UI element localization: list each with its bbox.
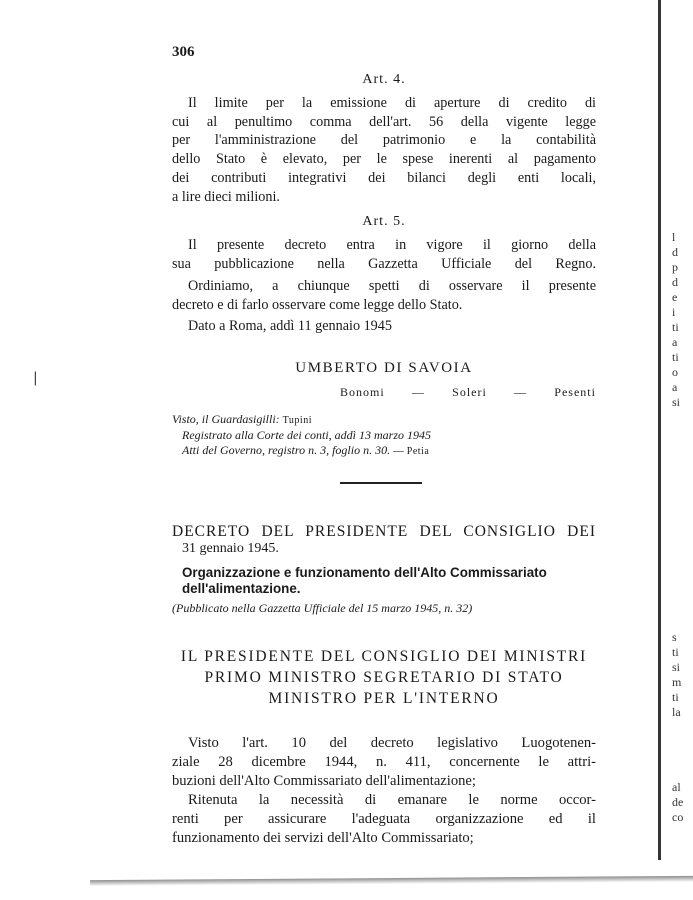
margin-fragment: p	[672, 260, 678, 274]
text-line: per l'amministrazione del patrimonio e la contabilità	[172, 132, 596, 149]
subject-line: dell'alimentazione.	[182, 581, 301, 596]
text-line: dei contributi integrativi dei bilanci degli enti locali,	[172, 169, 596, 186]
margin-fragment: a	[672, 335, 678, 349]
cosigners	[172, 385, 596, 400]
cosigner: Soleri	[452, 385, 487, 399]
text-line: Ordiniamo, a chiunque spetti di osservare il presente	[188, 278, 596, 295]
text-line: Visto l'art. 10 del decreto legislativo Luogotenen-	[188, 735, 596, 751]
dato-line	[172, 317, 596, 336]
text-line: cui al penultimo comma dell'art. 56 della vigente legge	[172, 113, 596, 130]
page-number: 306	[172, 44, 195, 60]
margin-fragment: de	[672, 795, 684, 809]
margin-fragment: ti	[672, 645, 679, 659]
margin-fragment: i	[672, 305, 676, 319]
signature-block	[172, 360, 596, 400]
article-5	[172, 214, 596, 336]
text-line: Il limite per la emissione di aperture di credito di	[188, 95, 596, 111]
article-4	[172, 72, 596, 206]
article-4-heading: Art. 4.	[362, 72, 406, 87]
subject-line: Organizzazione e funzionamento dell'Alto Commissariato	[182, 565, 547, 580]
registration-text: Registrato alla Corte dei conti, addì 13 marzo 1945	[182, 428, 431, 442]
guardasigilli-name: Tupini	[282, 415, 312, 426]
text-line: a lire dieci milioni.	[172, 188, 280, 205]
margin-fragment: ti	[672, 350, 679, 364]
dash: —	[411, 385, 425, 399]
registration-notes	[172, 412, 596, 459]
text-line: renti per assicurare l'adeguata organizzazione ed il	[172, 811, 596, 827]
margin-mark: |	[33, 370, 38, 386]
decree-title: DECRETO DEL PRESIDENTE DEL CONSIGLIO DEI	[172, 523, 596, 540]
heading-line: PRIMO MINISTRO SEGRETARIO DI STATO	[204, 669, 564, 686]
visto-line	[172, 412, 596, 428]
decree-header	[172, 522, 596, 616]
decree-preamble	[172, 734, 596, 848]
ordiniamo-text	[172, 277, 596, 314]
cosigner: Pesenti	[554, 385, 596, 399]
heading-line: MINISTRO PER L'INTERNO	[268, 690, 500, 707]
article-4-text	[172, 94, 596, 206]
text-line: funzionamento dei servizi dell'Alto Commissariato;	[172, 830, 474, 846]
decree-date: 31 gennaio 1945.	[182, 541, 279, 556]
text-line: decreto e di farlo osservare come legge dello Stato.	[172, 297, 463, 314]
margin-fragment: d	[672, 245, 678, 259]
dash: —	[514, 385, 528, 399]
adjacent-page-fragments	[672, 230, 693, 825]
king-signature: UMBERTO DI SAVOIA	[295, 360, 473, 376]
text-line: ziale 28 dicembre 1944, n. 411, concernente le attri-	[172, 754, 596, 770]
margin-fragment: s	[672, 630, 677, 644]
margin-fragment: co	[672, 810, 684, 824]
text-line: dello Stato è elevato, per le spese inerenti al pagamento	[172, 151, 596, 168]
text-line: sua pubblicazione nella Gazzetta Ufficiale del Regno.	[172, 255, 596, 272]
article-5-heading: Art. 5.	[362, 214, 406, 229]
registration-line	[172, 428, 596, 443]
cosigner: Bonomi	[340, 385, 385, 399]
registrar-name: Petia	[406, 446, 430, 457]
register-line	[172, 443, 596, 459]
binding-gutter-line	[658, 0, 661, 860]
publication-note: (Pubblicato nella Gazzetta Ufficiale del 15 marzo 1945, n. 32)	[172, 601, 473, 615]
margin-fragment: al	[672, 780, 681, 794]
margin-fragment: si	[672, 660, 681, 674]
margin-fragment: d	[672, 275, 678, 289]
visto-label: Visto, il Guardasigilli:	[172, 412, 280, 426]
text-line: Ritenuta la necessità di emanare le norme occor-	[188, 792, 596, 808]
president-heading	[172, 646, 596, 709]
margin-fragment: e	[672, 290, 678, 304]
section-divider	[340, 482, 422, 484]
margin-fragment: si	[672, 395, 681, 409]
heading-line: IL PRESIDENTE DEL CONSIGLIO DEI MINISTRI	[180, 648, 588, 665]
decree-subject	[172, 565, 596, 597]
page-bottom-shadow	[90, 876, 693, 886]
margin-fragment: ti	[672, 690, 679, 704]
margin-fragment: ti	[672, 320, 679, 334]
margin-fragment: o	[672, 365, 678, 379]
text-line: Dato a Roma, addì 11 gennaio 1945	[188, 317, 392, 334]
register-text: Atti del Governo, registro n. 3, foglio n. 30. —	[182, 443, 404, 457]
text-line: Il presente decreto entra in vigore il giorno della	[188, 237, 596, 253]
article-5-text	[172, 236, 596, 273]
margin-fragment: m	[672, 675, 682, 689]
margin-fragment: a	[672, 380, 678, 394]
margin-fragment: l	[672, 230, 676, 244]
margin-fragment: la	[672, 705, 681, 719]
text-line: buzioni dell'Alto Commissariato dell'alimentazione;	[172, 773, 476, 789]
